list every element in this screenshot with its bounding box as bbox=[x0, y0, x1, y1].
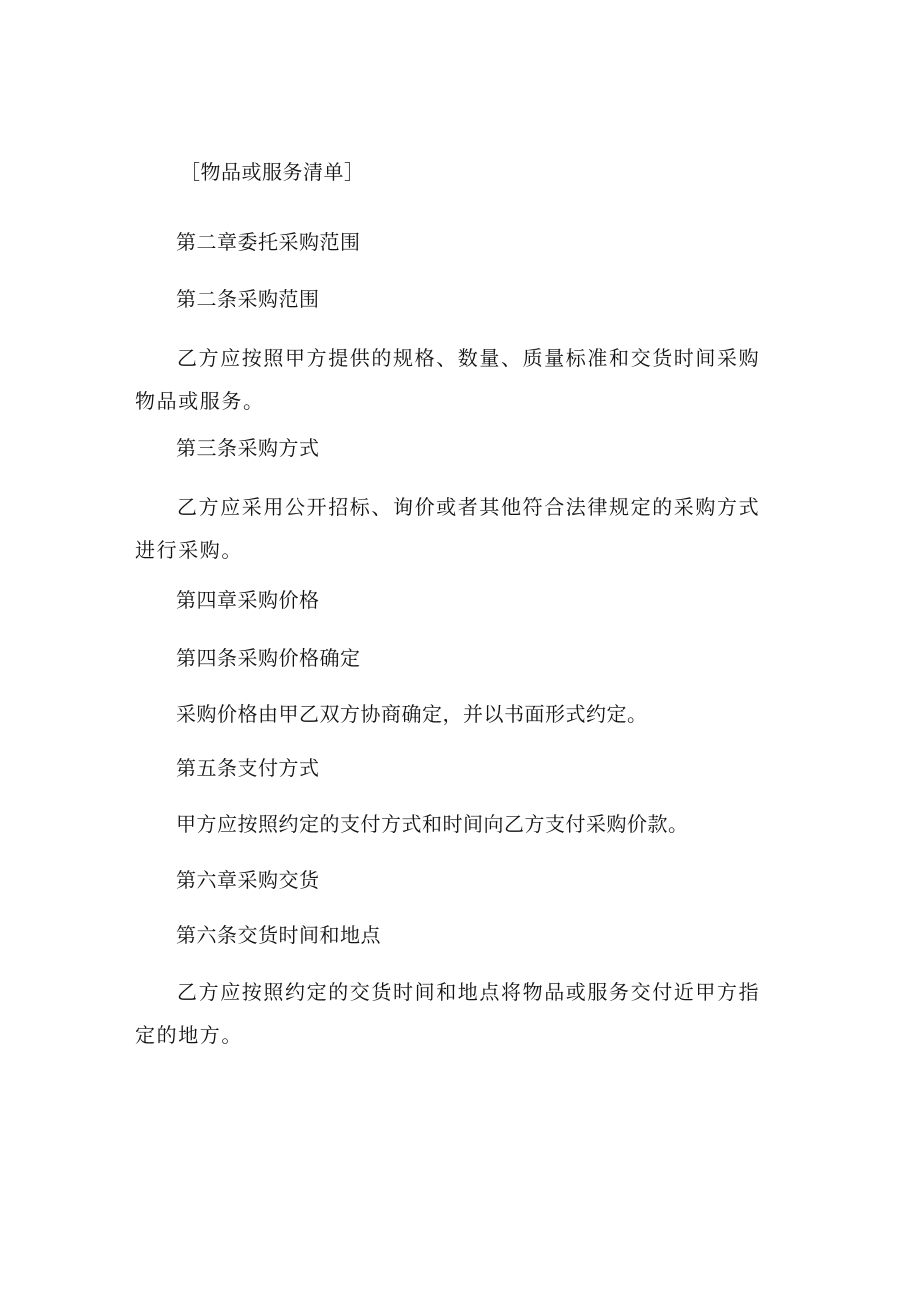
chapter-6-title: 第六章采购交货 bbox=[176, 868, 320, 892]
article-3-text: 乙方应采用公开招标、询价或者其他符合法律规定的采购方式进行采购。 bbox=[135, 495, 761, 562]
article-2-text: 乙方应按照甲方提供的规格、数量、质量标准和交货时间采购物品或服务。 bbox=[135, 346, 761, 413]
chapter-4-title: 第四章采购价格 bbox=[176, 588, 320, 612]
article-2-title: 第二条采购范围 bbox=[176, 287, 320, 311]
article-6-text: 乙方应按照约定的交货时间和地点将物品或服务交付近甲方指定的地方。 bbox=[135, 980, 761, 1047]
article-5-text: 甲方应按照约定的支付方式和时间向乙方支付采购价款。 bbox=[176, 812, 689, 836]
article-4-text: 采购价格由甲乙双方协商确定，并以书面形式约定。 bbox=[176, 702, 648, 726]
article-3-title: 第三条采购方式 bbox=[176, 436, 320, 460]
article-5-title: 第五条支付方式 bbox=[176, 756, 320, 780]
article-4-title: 第四条采购价格确定 bbox=[176, 646, 361, 670]
article-6-title: 第六条交货时间和地点 bbox=[176, 923, 381, 947]
list-heading: ［物品或服务清单］ bbox=[180, 160, 365, 184]
chapter-2-title: 第二章委托采购范围 bbox=[176, 230, 361, 254]
